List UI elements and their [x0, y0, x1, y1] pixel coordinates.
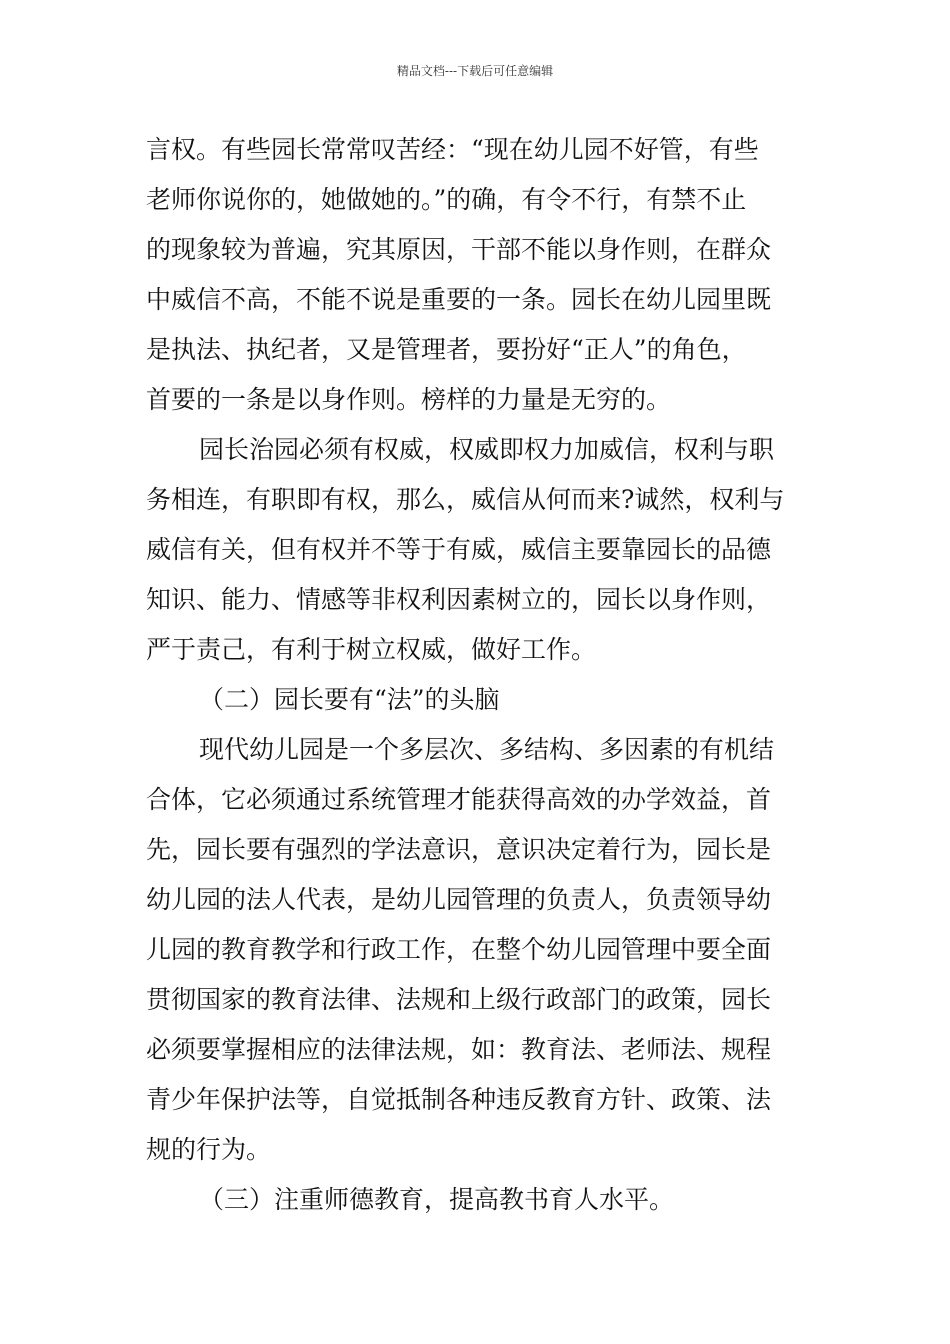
- section-heading: [146, 1175, 816, 1225]
- paragraph: [146, 425, 816, 675]
- heading-line: （二）园长要有“法”的头脑: [199, 685, 500, 714]
- text-line: 首要的一条是以身作则。榜样的力量是无穷的。: [146, 385, 672, 414]
- text-line: 是执法、执纪者，又是管理者，要扮好“正人”的角色，: [146, 335, 747, 364]
- paragraph: [146, 725, 816, 1175]
- text-line: 言权。有些园长常常叹苦经：“现在幼儿园不好管，有些: [146, 135, 759, 164]
- text-line: 儿园的教育教学和行政工作，在整个幼儿园管理中要全面: [146, 935, 772, 964]
- text-line: 合体，它必须通过系统管理才能获得高效的办学效益，首: [146, 785, 772, 814]
- text-line: 威信有关，但有权并不等于有威，威信主要靠园长的品德: [146, 535, 772, 564]
- text-line: 青少年保护法等，自觉抵制各种违反教育方针、政策、法: [146, 1085, 772, 1114]
- text-line: 的现象较为普遍，究其原因，干部不能以身作则，在群众: [146, 235, 772, 264]
- text-line: 园长治园必须有权威，权威即权力加威信，权利与职: [199, 435, 775, 464]
- document-body: [146, 125, 816, 1225]
- text-line: 务相连，有职即有权，那么，威信从何而来?诚然，权利与: [146, 485, 785, 514]
- text-line: 严于责己，有利于树立权威，做好工作。: [146, 635, 597, 664]
- text-line: 老师你说你的，她做她的。”的确，有令不行，有禁不止: [146, 185, 747, 214]
- page-header: 精品文档---下载后可任意编辑: [396, 64, 554, 78]
- text-line: 必须要掌握相应的法律法规，如：教育法、老师法、规程: [146, 1035, 772, 1064]
- text-line: 现代幼儿园是一个多层次、多结构、多因素的有机结: [199, 735, 775, 764]
- text-line: 规的行为。: [146, 1135, 272, 1164]
- text-line: 中威信不高，不能不说是重要的一条。园长在幼儿园里既: [146, 285, 772, 314]
- text-line: 贯彻国家的教育法律、法规和上级行政部门的政策，园长: [146, 985, 772, 1014]
- text-line: 幼儿园的法人代表，是幼儿园管理的负责人，负责领导幼: [146, 885, 772, 914]
- heading-line: （三）注重师德教育，提高教书育人水平。: [199, 1185, 675, 1214]
- text-line: 知识、能力、情感等非权利因素树立的，园长以身作则，: [146, 585, 772, 614]
- section-heading: [146, 675, 816, 725]
- text-line: 先，园长要有强烈的学法意识，意识决定着行为，园长是: [146, 835, 772, 864]
- paragraph: [146, 125, 816, 425]
